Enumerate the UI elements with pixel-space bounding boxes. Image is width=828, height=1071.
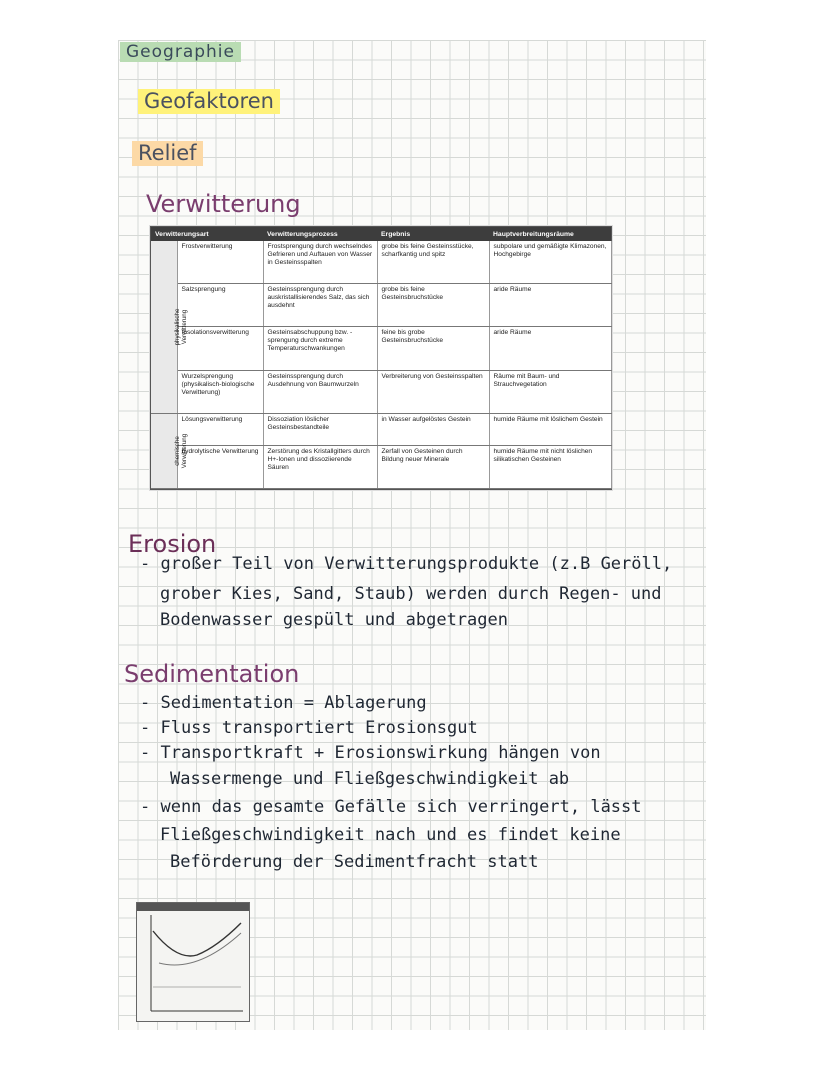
sedimentation-line: Wassermenge und Fließgeschwindigkeit ab <box>170 769 570 789</box>
erosion-line: - großer Teil von Verwitterungsprodukte (z.B Geröll, <box>140 554 673 574</box>
cell-raum: Räume mit Baum- und Strauchvegetation <box>489 370 611 413</box>
cell-art: Lösungsverwitterung <box>177 414 263 445</box>
cell-art: Frostverwitterung <box>177 241 263 284</box>
cell-prozess: Frostsprengung durch wechselndes Gefrieren und Auftauen von Wasser in Gesteinsspalten <box>263 241 377 284</box>
table-row <box>151 241 611 284</box>
table-row <box>151 445 611 488</box>
cell-raum: subpolare und gemäßigte Klimazonen, Hochgebirge <box>489 241 611 284</box>
diagram-graphic <box>137 903 249 1021</box>
verwitterung-heading: Verwitterung <box>146 190 301 218</box>
table-row <box>151 327 611 370</box>
sedimentation-line: Fließgeschwindigkeit nach und es findet keine <box>160 825 621 845</box>
erosion-heading: Erosion <box>128 530 217 558</box>
cell-ergebnis: Verbreiterung von Gesteinsspalten <box>377 370 489 413</box>
sedimentation-line: - wenn das gesamte Gefälle sich verringert, lässt <box>140 797 642 817</box>
cell-ergebnis: feine bis grobe Gesteinsbruchstücke <box>377 327 489 370</box>
sedimentation-line: - Sedimentation = Ablagerung <box>140 693 427 713</box>
cell-prozess: Zerstörung des Kristallgitters durch H+-Ionen und dissoziierende Säuren <box>263 445 377 488</box>
cell-raum: aride Räume <box>489 284 611 327</box>
cell-prozess: Gesteinssprengung durch auskristallisierendes Salz, das sich ausdehnt <box>263 284 377 327</box>
group-physical: physikalische Verwitterung <box>151 241 177 414</box>
erosion-line: grober Kies, Sand, Staub) werden durch Regen- und <box>160 584 662 604</box>
cell-art: hydrolytische Verwitterung <box>177 445 263 488</box>
cell-ergebnis: in Wasser aufgelöstes Gestein <box>377 414 489 445</box>
cell-prozess: Gesteinsabschuppung bzw. -sprengung durch extreme Temperaturschwankungen <box>263 327 377 370</box>
cell-prozess: Gesteinssprengung durch Ausdehnung von Baumwurzeln <box>263 370 377 413</box>
cell-art: Salzsprengung <box>177 284 263 327</box>
verwitterung-table <box>150 226 612 490</box>
cell-raum: humide Räume mit nicht löslichen silikatischen Gesteinen <box>489 445 611 488</box>
sedimentation-heading: Sedimentation <box>124 660 300 688</box>
cell-raum: humide Räume mit löslichem Gestein <box>489 414 611 445</box>
cell-prozess: Dissoziation löslicher Gesteinsbestandteile <box>263 414 377 445</box>
sedimentation-line: - Fluss transportiert Erosionsgut <box>140 718 478 738</box>
table-header-raum: Hauptverbreitungsräume <box>489 227 611 241</box>
subject-heading: Geographie <box>120 42 241 62</box>
table-row <box>151 284 611 327</box>
sedimentation-line: Beförderung der Sedimentfracht statt <box>170 852 539 872</box>
hjulstroem-diagram-image <box>136 902 250 1022</box>
cell-ergebnis: Zerfall von Gesteinen durch Bildung neuer Minerale <box>377 445 489 488</box>
cell-raum: aride Räume <box>489 327 611 370</box>
sedimentation-line: - Transportkraft + Erosionswirkung hängen von <box>140 743 601 763</box>
topic-heading: Geofaktoren <box>138 89 280 114</box>
group-chemical: chemische Verwitterung <box>151 414 177 489</box>
cell-art: Insolationsverwitterung <box>177 327 263 370</box>
table-row <box>151 370 611 413</box>
table-row <box>151 414 611 445</box>
erosion-line: Bodenwasser gespült und abgetragen <box>160 610 508 630</box>
table-header-prozess: Verwitterungsprozess <box>263 227 377 241</box>
cell-art: Wurzelsprengung (physikalisch-biologische Verwitterung) <box>177 370 263 413</box>
table-header-art: Verwitterungsart <box>151 227 263 241</box>
cell-ergebnis: grobe bis feine Gesteinsbruchstücke <box>377 284 489 327</box>
cell-ergebnis: grobe bis feine Gesteinsstücke, scharfkantig und spitz <box>377 241 489 284</box>
subtopic-heading: Relief <box>132 141 203 166</box>
table-header-ergebnis: Ergebnis <box>377 227 489 241</box>
